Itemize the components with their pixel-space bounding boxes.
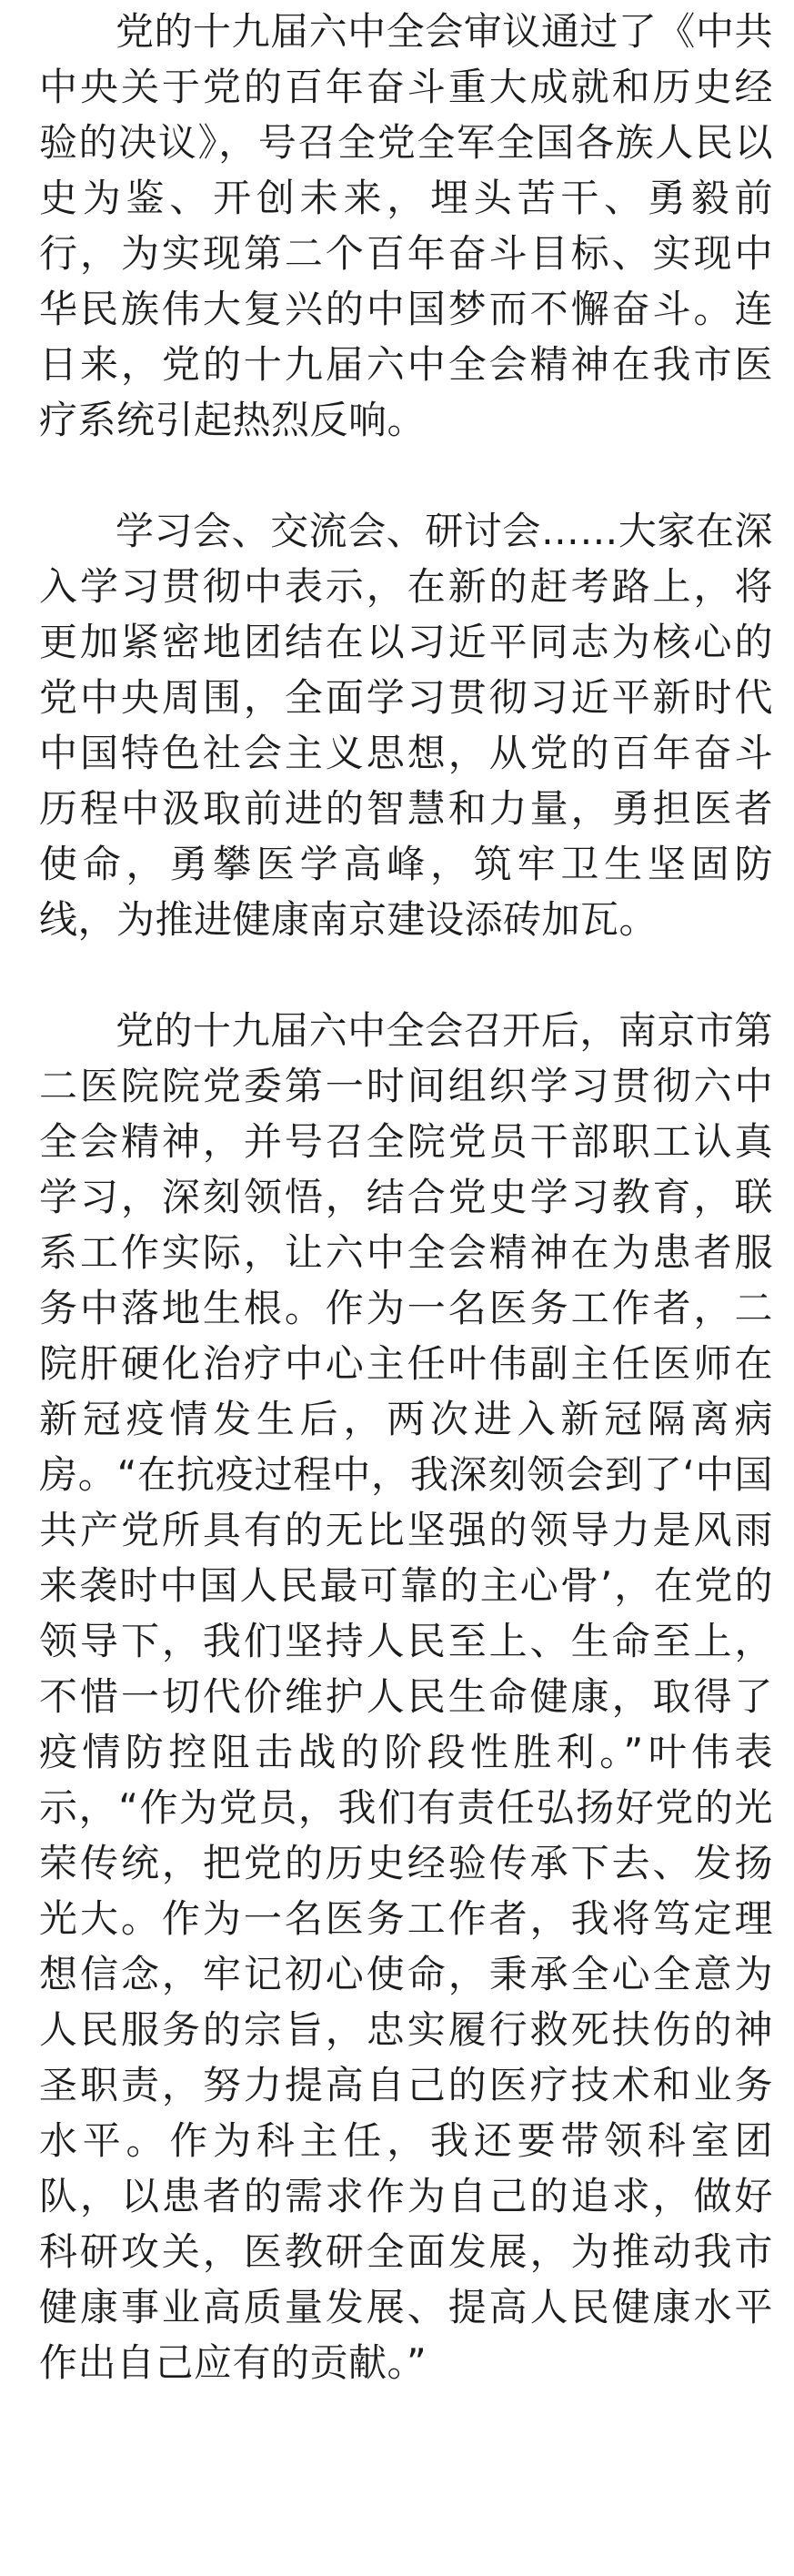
article-paragraph: 党的十九届六中全会审议通过了《中共中央关于党的百年奋斗重大成就和历史经验的决议》，号召全党全军全国各族人民以史为鉴、开创未来，埋头苦干、勇毅前行，为实现第二个百年奋斗目标、实现中华民族伟大复兴的中国梦而不懈奋斗。连日来，党的十九届六中全会精神在我市医疗系统引起热烈反响。 bbox=[39, 9, 773, 442]
article-paragraph: 党的十九届六中全会召开后，南京市第二医院院党委第一时间组织学习贯彻六中全会精神，并号召全院党员干部职工认真学习，深刻领悟，结合党史学习教育，联系工作实际，让六中全会精神在为患者服务中落地生根。作为一名医务工作者，二院肝硬化治疗中心主任叶伟副主任医师在新冠疫情发生后，两次进入新冠隔离病房。“在抗疫过程中，我深刻领会到了‘中国共产党所具有的无比坚强的领导力是风雨来袭时中国人民最可靠的主心骨’，在党的领导下，我们坚持人民至上、生命至上，不惜一切代价维护人民生命健康，取得了疫情防控阻击战的阶段性胜利。”叶伟表示，“作为党员，我们有责任弘扬好党的光荣传统，把党的历史经验传承下去、发扬光大。作为一名医务工作者，我将笃定理想信念，牢记初心使命，秉承全心全意为人民服务的宗旨，忠实履行救死扶伤的神圣职责，努力提高自己的医疗技术和业务水平。作为科主任，我还要带领科室团队，以患者的需求作为自己的追求，做好科研攻关，医教研全面发展，为推动我市健康事业高质量发展、提高人民健康水平作出自己应有的贡献。” bbox=[39, 1008, 773, 2385]
article-body bbox=[39, 4, 773, 2446]
article-paragraph: 学习会、交流会、研讨会……大家在深入学习贯彻中表示，在新的赶考路上，将更加紧密地团结在以习近平同志为核心的党中央周围，全面学习贯彻习近平新时代中国特色社会主义思想，从党的百年奋斗历程中汲取前进的智慧和力量，勇担医者使命，勇攀医学高峰，筑牢卫生坚固防线，为推进健康南京建设添砖加瓦。 bbox=[39, 509, 773, 942]
